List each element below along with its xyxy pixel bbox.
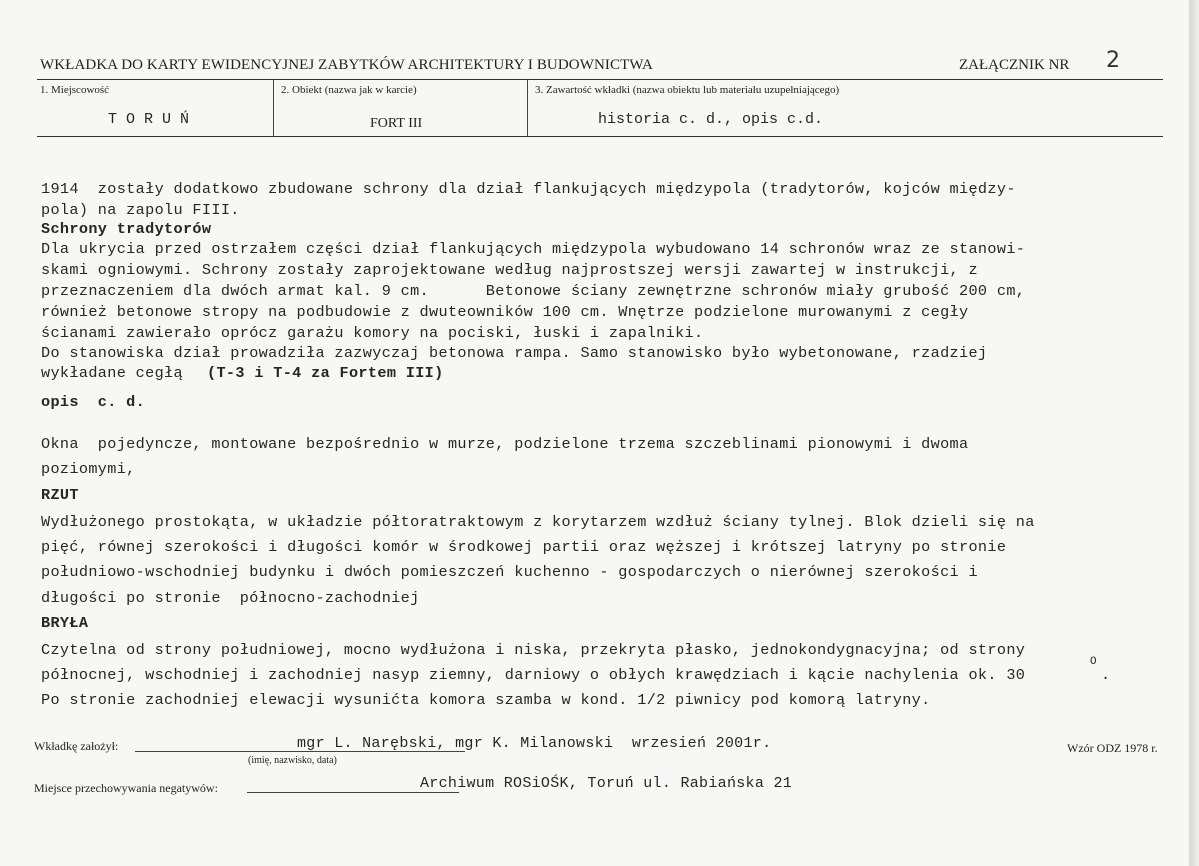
body-line-period: .	[1101, 666, 1111, 684]
body-line: długości po stronie północno-zachodniej	[41, 589, 420, 607]
body-line: wykładane cegłą	[41, 364, 183, 382]
body-line: ścianami zawierało oprócz garażu komory na pociski, łuski i zapalniki.	[41, 324, 704, 342]
content-label: 3. Zawartość wkładki (nazwa obiektu lub materiału uzupełniającego)	[535, 84, 840, 96]
inserted-by-hint: (imię, nazwisko, data)	[248, 755, 337, 766]
body-line: skami ogniowymi. Schrony zostały zaprojektowane według najprostszej wersji zawartej w instrukcji, z	[41, 261, 978, 279]
body-line: Czytelna od strony południowej, mocno wydłużona i niska, przekryta płasko, jednokondygnacyjna; od strony	[41, 641, 1026, 659]
attachment-label: ZAŁĄCZNIK NR	[959, 57, 1070, 73]
body-line: poziomymi,	[41, 460, 136, 478]
object-label: 2. Obiekt (nazwa jak w karcie)	[281, 84, 417, 96]
reference-note: (T-3 i T-4 za Fortem III)	[207, 364, 444, 382]
section-heading-rzut: RZUT	[41, 486, 79, 504]
body-line: Dla ukrycia przed ostrzałem części dział flankujących międzypola wybudowano 14 schronów wraz ze stanowi-	[41, 240, 1026, 258]
negatives-line	[247, 792, 459, 793]
field-divider-1	[273, 80, 274, 136]
section-heading-bryla: BRYŁA	[41, 614, 89, 632]
body-line: Do stanowiska dział prowadziła zazwyczaj betonowa rampa. Samo stanowisko było wybetonowane, rzadziej	[41, 344, 988, 362]
header-rule-bottom	[37, 136, 1163, 137]
body-line: również betonowe stropy na podbudowie z dwuteowników 100 cm. Wnętrze podzielone murowanymi z cegły	[41, 303, 969, 321]
inserted-by-value: mgr L. Narębski, mgr K. Milanowski wrzesień 2001r.	[297, 735, 772, 752]
body-line: Okna pojedyncze, montowane bezpośrednio w murze, podzielone trzema szczeblinami pionowymi i dwoma	[41, 435, 969, 453]
header-rule-top	[37, 79, 1163, 80]
card-title: WKŁADKA DO KARTY EWIDENCYJNEJ ZABYTKÓW ARCHITEKTURY I BUDOWNICTWA	[40, 57, 653, 73]
body-line: przeznaczeniem dla dwóch armat kal. 9 cm. Betonowe ściany zewnętrzne schronów miały grubość 200 cm,	[41, 282, 1026, 300]
body-line: północnej, wschodniej i zachodniej nasyp ziemny, darniowy o obłych krawędziach i kącie nachylenia ok. 30	[41, 666, 1026, 684]
negatives-label: Miejsce przechowywania negatywów:	[34, 781, 218, 795]
field-divider-2	[527, 80, 528, 136]
object-value: FORT III	[370, 116, 423, 131]
section-heading-tradytorow: Schrony tradytorów	[41, 220, 212, 238]
body-line: południowo-wschodniej budynku i dwóch pomieszczeń kuchenno - gospodarczych o nierównej szerokości i	[41, 563, 978, 581]
body-line: Po stronie zachodniej elewacji wysunićta komora szamba w kond. 1/2 piwnicy pod komorą latryny.	[41, 691, 931, 709]
attachment-number: 2	[1106, 48, 1120, 73]
body-line: 1914 zostały dodatkowo zbudowane schrony dla dział flankujących międzypola (tradytorów, kojców między-	[41, 180, 1016, 198]
locality-value: T O R U Ń	[108, 111, 190, 128]
body-line: pola) na zapolu FIII.	[41, 201, 240, 219]
template-label: Wzór ODZ 1978 r.	[1067, 741, 1158, 755]
card-edge	[1189, 0, 1199, 866]
content-value: historia c. d., opis c.d.	[598, 111, 824, 128]
body-line: pięć, równej szerokości i długości komór w środkowej partii oraz węższej i krótszej latryny po stronie	[41, 538, 1007, 556]
body-line: Wydłużonego prostokąta, w układzie półtoratraktowym z korytarzem wzdłuż ściany tylnej. Blok dzieli się na	[41, 513, 1035, 531]
section-heading-opis: opis c. d.	[41, 393, 146, 411]
negatives-value: Archiwum ROSiOŚK, Toruń ul. Rabiańska 21	[420, 775, 793, 792]
locality-label: 1. Miejscowość	[40, 84, 110, 96]
degree-superscript: O	[1090, 656, 1097, 668]
inserted-by-label: Wkładkę założył:	[34, 739, 119, 753]
